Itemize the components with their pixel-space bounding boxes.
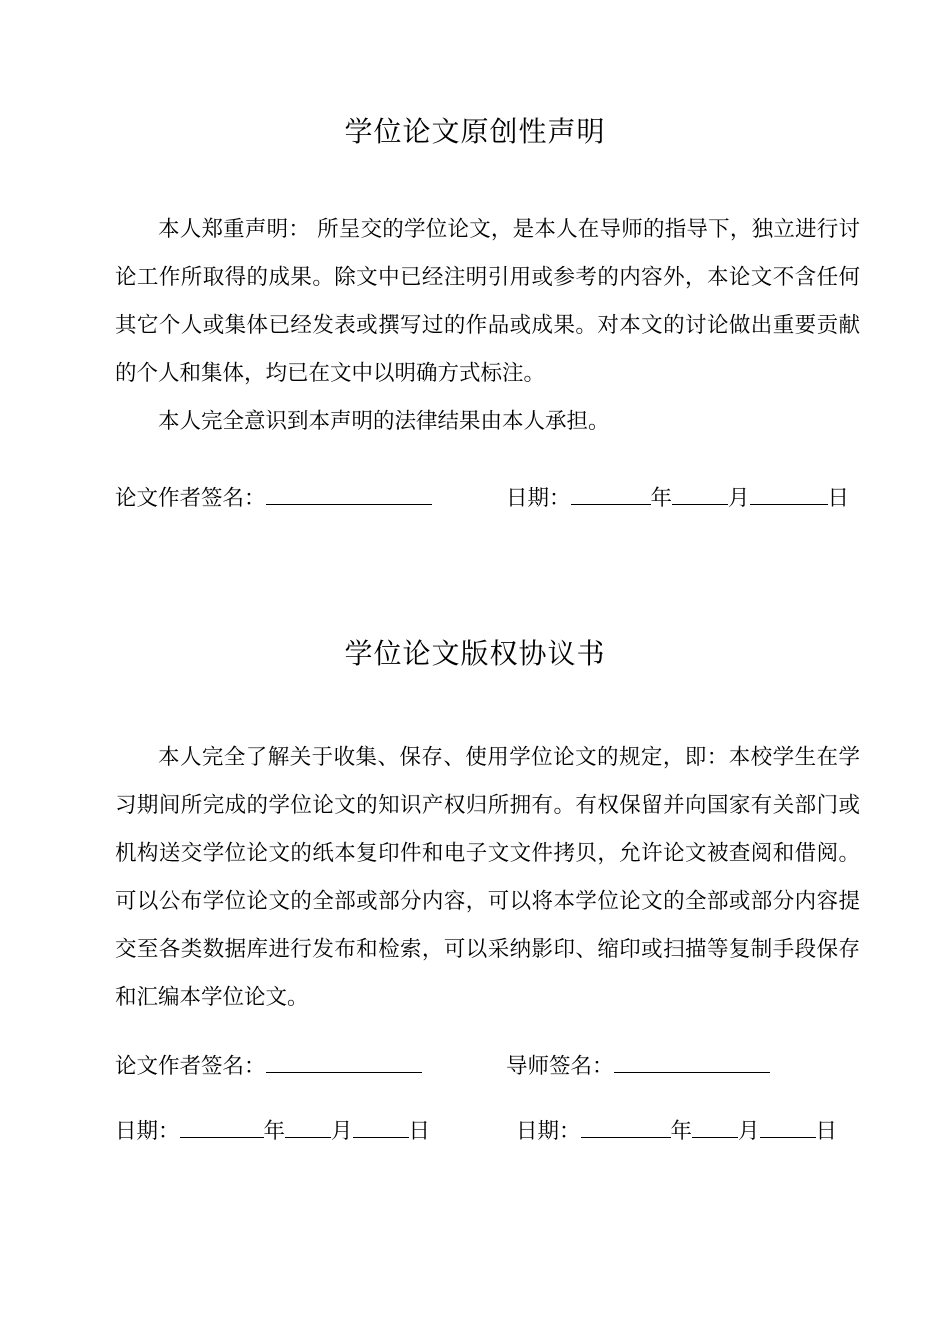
year-blank bbox=[180, 1115, 264, 1138]
agreement-advisor-date-line bbox=[516, 1115, 837, 1147]
year-blank bbox=[581, 1115, 671, 1138]
month-blank bbox=[672, 482, 728, 505]
declaration-responsibility-paragraph: 本人完全意识到本声明的法律结果由本人承担。 bbox=[158, 409, 610, 434]
month-label: 月 bbox=[738, 1119, 760, 1144]
declaration-author-signature-line bbox=[115, 482, 432, 514]
day-label: 日 bbox=[827, 486, 850, 511]
advisor-signature-blank bbox=[614, 1050, 770, 1073]
year-label: 年 bbox=[263, 1119, 286, 1144]
agreement-advisor-signature-line bbox=[506, 1050, 770, 1082]
agreement-author-signature-line bbox=[115, 1050, 422, 1082]
month-label: 月 bbox=[728, 486, 750, 511]
agreement-author-date-line bbox=[115, 1115, 430, 1147]
declaration-title: 学位论文原创性声明 bbox=[344, 115, 606, 148]
year-label: 年 bbox=[670, 1119, 693, 1144]
advisor-signature-label: 导师签名： bbox=[506, 1054, 614, 1079]
day-blank bbox=[353, 1115, 409, 1138]
date-label: 日期： bbox=[506, 486, 571, 511]
month-blank bbox=[285, 1115, 331, 1138]
month-label: 月 bbox=[331, 1119, 353, 1144]
day-blank bbox=[760, 1115, 816, 1138]
author-signature-label: 论文作者签名： bbox=[115, 1054, 266, 1079]
date-label: 日期： bbox=[516, 1119, 581, 1144]
date-label: 日期： bbox=[115, 1119, 180, 1144]
declaration-date-line bbox=[506, 482, 849, 514]
author-signature-blank bbox=[266, 1050, 422, 1073]
month-blank bbox=[692, 1115, 738, 1138]
year-blank bbox=[571, 482, 651, 505]
declaration-paragraph: 本人郑重声明： 所呈交的学位论文，是本人在导师的指导下，独立进行讨论工作所取得的成果。除文中已经注明引用或参考的内容外，本论文不含任何其它个人或集体已经发表或撰写过的作品或成果。对本文的讨论做出重要贡献的个人和集体，均已在文中以明确方式标注。 bbox=[115, 217, 860, 386]
year-label: 年 bbox=[650, 486, 673, 511]
day-label: 日 bbox=[408, 1119, 431, 1144]
author-signature-label: 论文作者签名： bbox=[115, 486, 266, 511]
agreement-title: 学位论文版权协议书 bbox=[344, 637, 606, 670]
day-blank bbox=[750, 482, 828, 505]
agreement-paragraph: 本人完全了解关于收集、保存、使用学位论文的规定，即：本校学生在学习期间所完成的学位论文的知识产权归所拥有。有权保留并向国家有关部门或机构送交学位论文的纸本复印件和电子文文件拷贝，允许论文被查阅和借阅。可以公布学位论文的全部或部分内容，可以将本学位论文的全部或部分内容提交至各类数据库进行发布和检索，可以采纳影印、缩印或扫描等复制手段保存和汇编本学位论文。 bbox=[115, 745, 860, 1010]
day-label: 日 bbox=[815, 1119, 838, 1144]
author-signature-blank bbox=[266, 482, 432, 505]
